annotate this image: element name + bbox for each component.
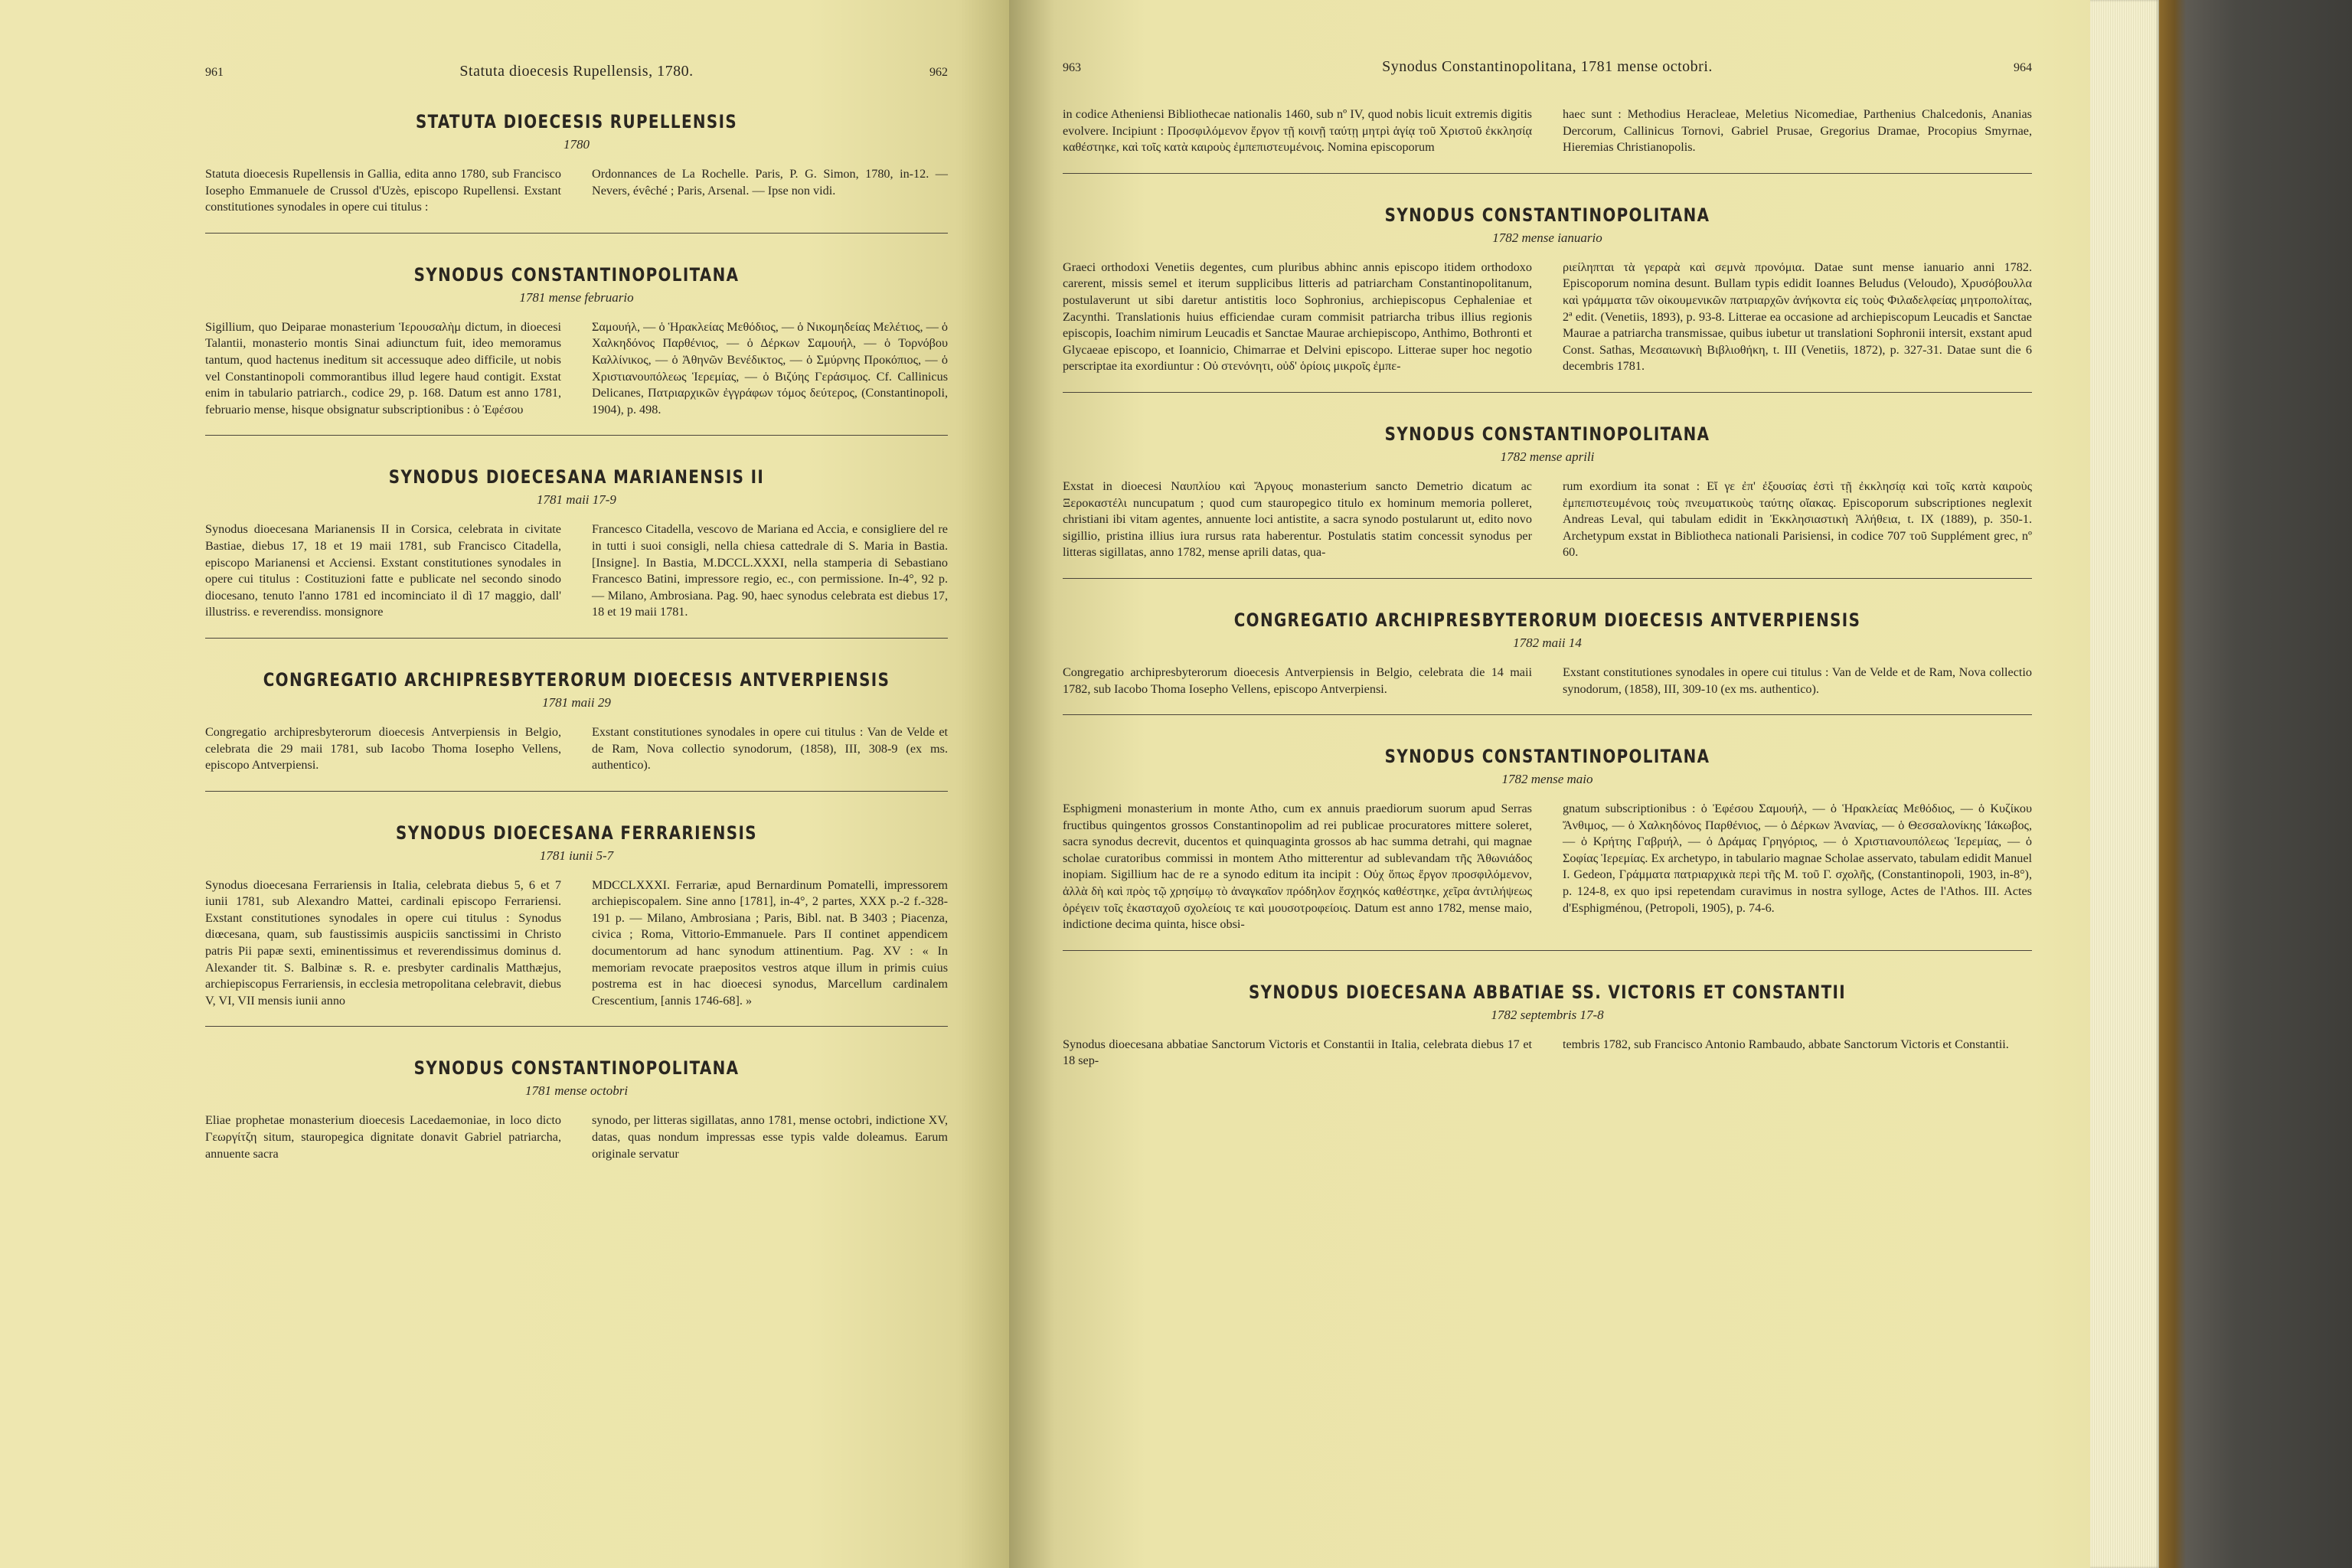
text-column: MDCCLXXXI. Ferrariæ, apud Bernardinum Pomatelli, impressorem archiepiscopalem. Sine anno [1781], in-4°, 2 partes, XXX p.-2 f.-328-191 p. — Milano, Ambrosiana ; Paris, Bibl. nat. B 3403 ; Piacenza, civica ; Roma, Vittorio-Emmanuele. Pars II continet appendicem documentorum ad hanc synodum attinentium. Pag. XV : « In memoriam revocate praepositos vestros atque illum in primis cuius postrema est in hac dioecesi synodus, Marcellum cardinalem Crescentium, [annis 1746-68]. » xyxy=(592,877,948,1008)
section-date: 1781 maii 29 xyxy=(542,694,611,710)
section-divider xyxy=(1063,392,2032,393)
text-column: Sigillium, quo Deiparae monasterium Ἱερουσαλὴμ dictum, in dioecesi Talantii, monasterio montis Sinai adiunctum fuit, ideo memoramus tantum, quod hactenus ineditum sit accessuque adeo difficile, ut nobis vel Constantinopoli commorantibus illud legere haud contigit. Exstat enim in tabulario patriarch., codice 29, p. 168. Datum est anno 1781, februario mense, hisque obsignatur subscriptionibus : ὁ Ἐφέσου xyxy=(205,319,561,416)
section-title: SYNODUS CONSTANTINOPOLITANA xyxy=(1384,746,1710,768)
section-title: SYNODUS DIOECESANA ABBATIAE SS. VICTORIS ET CONSTANTII xyxy=(1248,981,1847,1003)
running-title: Statuta dioecesis Rupellensis, 1780. xyxy=(459,63,694,80)
section-title: SYNODUS CONSTANTINOPOLITANA xyxy=(1384,204,1710,226)
left-page xyxy=(0,0,1009,1568)
text-column: rum exordium ita sonat : Εἴ γε ἐπ' ἐξουσίας ἐστὶ τῇ ἐκκλησίᾳ καὶ τοῖς κατὰ καιροὺς ἐμπεπιστευμένοις τοὺς πνευματικοὺς ταύτης οἴακας. Episcoporum subscriptiones neglexit Andreas Leval, qui tabulam edidit in Ἐκκλησιαστικὴ Ἀλήθεια, t. IX (1889), p. 350-1. Archetypum exstat in Bibliotheca nationali Parisiensi, in codice 707 τοῦ Supplément grec, nº 60. xyxy=(1563,479,2032,560)
section-title: SYNODUS CONSTANTINOPOLITANA xyxy=(413,1057,740,1080)
text-column: Exstant constitutiones synodales in opere cui titulus : Van de Velde et de Ram, Nova collectio synodorum, (1858), III, 309-10 (ex ms. authentico). xyxy=(1563,665,2032,696)
section-date: 1781 mense februario xyxy=(519,289,634,305)
book-cover xyxy=(2159,0,2352,1568)
section-divider xyxy=(1063,578,2032,579)
text-column: Synodus dioecesana Marianensis II in Corsica, celebrata in civitate Bastiae, diebus 17, 18 et 19 maii 1781, sub Francisco Citadella, episcopo Marianensi et Acciensi. Exstant constitutiones synodales in opere cui titulus : Costituzioni fatte e publicate nel secondo sinodo diocesano, tenuto l'anno 1781 ed incominciato il dì 17 maggio, dall' illustriss. e reverendiss. monsignore xyxy=(205,522,561,619)
text-column: Francesco Citadella, vescovo de Mariana ed Accia, e consigliere del re in tutti i suoi consigli, nella chiesa cattedrale di S. Maria in Bastia. [Insigne]. In Bastia, M.DCCL.XXXI, nella stamperia di Sebastiano Francesco Batini, impressore regio, ec., con permissione. In-4°, 92 p. — Milano, Ambrosiana. Pag. 90, haec synodus celebrata est diebus 17, 18 et 19 maii 1781. xyxy=(592,522,948,619)
section-date: 1781 mense octobri xyxy=(524,1083,629,1099)
text-column: ριείληπται τὰ γεραρὰ καὶ σεμνὰ προνόμια. Datae sunt mense ianuario anni 1782. Episcoporum nomina desunt. Bullam typis edidit Ioannes Beludus (Veloudo), Χρυσόβουλλα καὶ γράμματα τῶν οἰκουμενικῶν πατριαρχῶν ἀνήκοντα εἰς τοὺς Φιλαδελφείας μητροπολίτας, 2ª edit. (Venetiis, 1893), p. 93-8. Litterae ea occasione ad archiepiscopum Leucadis et Sanctae Maurae a patriarcha transmissae, quibus iubetur ut translationi Sophronii intersit, exstant apud Const. Sathas, Μεσαιωνικὴ Βιβλιοθήκη, t. III (Venetiis, 1872), p. 327-31. Datae sunt die 6 decembris 1781. xyxy=(1563,260,2032,374)
section-divider xyxy=(205,233,948,234)
text-column: in codice Atheniensi Bibliothecae nationalis 1460, sub nº IV, quod nobis licuit extremis digitis evolvere. Incipiunt : Προσφιλόμενον ἔργον τῇ κοινῇ ταύτῃ μητρὶ ἁγίᾳ τοῦ Χριστοῦ ἐκκλησίᾳ καθέστηκε, καὶ τοῖς κατὰ καιροὺς ἐμπεπιστευμένοις. Nomina episcoporum xyxy=(1063,107,1532,155)
section xyxy=(205,111,948,234)
section xyxy=(1063,982,2032,1070)
section-divider xyxy=(1063,714,2032,715)
text-column: Synodus dioecesana Ferrariensis in Italia, celebrata diebus 5, 6 et 7 iunii 1781, sub Alexandro Mattei, cardinali episcopo Ferrariensi. Exstant constitutiones synodales in opere cui titulus : Synodus diœcesana, quam, sub faustissimis auspiciis sanctissimi in Christo patris Pii papæ sexti, eminentissimus et reverendissimus dominus d. Alexander tit. S. Balbinæ s. R. e. presbyter cardinalis Matthæjus, archiepiscopus Ferrariensis, in ecclesia metropolitana celebravit, diebus V, VI, VII mensis iunii anno xyxy=(205,877,561,1008)
section-date: 1780 xyxy=(564,137,590,152)
section xyxy=(1063,609,2032,715)
text-column: Exstant constitutiones synodales in opere cui titulus : Van de Velde et de Ram, Nova collectio synodorum, (1858), III, 308-9 (ex ms. authentico). xyxy=(592,724,948,773)
text-column: Congregatio archipresbyterorum dioecesis Antverpiensis in Belgio, celebrata die 29 maii 1781, sub Iacobo Thoma Iosepho Vellens, episcopo Antverpiensi. xyxy=(205,724,561,773)
section-date: 1781 iunii 5-7 xyxy=(539,848,614,863)
text-column: Exstat in dioecesi Ναυπλίου καὶ Ἄργους monasterium sancto Demetrio dicatum ac Ξεροκαστέλι nuncupatum ; quod cum stauropegico titulo ex hominum memoria polleret, christiani ibi vitam agentes, annuente loci antistite, a sacra synodo postularunt ut, edito novo sigillio, pristina illius iura rursus rata haberentur. Postulatis statim concessit synodus per litteras sigillatas, anno 1782, mense aprili datas, qua- xyxy=(1063,479,1532,560)
section xyxy=(1063,746,2032,951)
text-column: synodo, per litteras sigillatas, anno 1781, mense octobri, indictione XV, datas, quas nondum impressas esse typis valde doleamus. Earum originale servatur xyxy=(592,1113,948,1161)
text-column: haec sunt : Methodius Heracleae, Meletius Nicomediae, Parthenius Chalcedonis, Ananias Dercorum, Callinicus Tornovi, Gabriel Prusae, Gregorius Dramae, Procopius Smyrnae, Hieremias Christianopolis. xyxy=(1563,107,2032,155)
text-column: tembris 1782, sub Francisco Antonio Rambaudo, abbate Sanctorum Victoris et Constantii. xyxy=(1563,1037,2009,1051)
page-number: 962 xyxy=(929,66,948,79)
section xyxy=(1063,423,2032,579)
section xyxy=(1063,204,2032,393)
text-column: Synodus dioecesana abbatiae Sanctorum Victoris et Constantii in Italia, celebrata diebus 17 et 18 sep- xyxy=(1063,1037,1532,1068)
page-edges xyxy=(2090,0,2159,1568)
text-column: Statuta dioecesis Rupellensis in Gallia, edita anno 1780, sub Francisco Iosepho Emmanuele de Crussol d'Uzès, episcopo Rupellensi. Exstant constitutiones synodales in opere cui titulus : xyxy=(205,167,561,214)
section-title: SYNODUS DIOECESANA FERRARIENSIS xyxy=(396,822,757,844)
section-divider xyxy=(205,1026,948,1027)
text-column: Congregatio archipresbyterorum dioecesis Antverpiensis in Belgio, celebrata die 14 maii 1782, sub Iacobo Thoma Iosepho Vellens, episcopo Antverpiensi. xyxy=(1063,665,1532,696)
section xyxy=(205,669,948,792)
section xyxy=(205,822,948,1027)
text-column: Esphigmeni monasterium in monte Atho, cum ex annuis praediorum suorum apud Serras fructibus quingentos grossos Constantinopolim ad rei publicae procuratores mittere soleret, sacra synodus decrevit, ducentos et quinquaginta grossos ab hac summa detrahi, qui magnae scholae curatoribus commissi in montem Atho mitterentur ad sublevandam τῆς Ἀθωνιάδος inopiam. Sigillium hac de re a synodo editum ita incipit : Οὐχ ὅπως ἔργον προσφιλόμενον, ἀλλὰ δὴ καὶ πρὸς τῷ χρησίμῳ τὸ ἀναγκαῖον πρόδηλον ἔσχηκός καθέστηκε, χεῖρα ἀντιλήψεως ὀρέγειν τοῖς ἑκασταχοῦ σχολείοις τε καὶ μουσοτροφείοις. Datum est anno 1782, mense maio, indictione decima quinta, hisce obsi- xyxy=(1063,802,1532,932)
section-date: 1782 mense ianuario xyxy=(1492,230,1602,245)
section-title: CONGREGATIO ARCHIPRESBYTERORUM DIOECESIS ANTVERPIENSIS xyxy=(1233,609,1861,631)
section-date: 1782 septembris 17-8 xyxy=(1491,1007,1604,1022)
section-title: STATUTA DIOECESIS RUPELLENSIS xyxy=(415,111,738,132)
text-column: Ordonnances de La Rochelle. Paris, P. G. Simon, 1780, in-12. — Nevers, évêché ; Paris, Arsenal. — Ipse non vidi. xyxy=(592,167,948,198)
right-page xyxy=(1009,0,2147,1568)
right-page-header xyxy=(1063,58,2032,76)
section-title: SYNODUS CONSTANTINOPOLITANA xyxy=(1384,423,1710,445)
section-date: 1781 maii 17-9 xyxy=(537,492,616,508)
section-title: CONGREGATIO ARCHIPRESBYTERORUM DIOECESIS ANTVERPIENSIS xyxy=(263,668,890,691)
section-date: 1782 maii 14 xyxy=(1513,635,1582,650)
text-column: Eliae prophetae monasterium dioecesis Lacedaemoniae, in loco dicto Γεωργίτζη situm, stauropegica dignitate donavit Gabriel patriarcha, annuente sacra xyxy=(205,1113,561,1161)
section xyxy=(205,264,948,436)
section-divider xyxy=(205,791,948,792)
section-divider xyxy=(205,435,948,436)
running-title: Synodus Constantinopolitana, 1781 mense octobri. xyxy=(1382,58,1713,75)
section-divider xyxy=(1063,950,2032,951)
section-title: SYNODUS CONSTANTINOPOLITANA xyxy=(413,263,740,286)
section-divider xyxy=(1063,173,2032,174)
page-number: 964 xyxy=(2014,61,2032,74)
page-number: 963 xyxy=(1063,61,1081,74)
section-date: 1782 mense maio xyxy=(1501,772,1593,787)
section-date: 1782 mense aprili xyxy=(1500,449,1595,464)
text-column: Σαμουήλ, — ὁ Ἡρακλείας Μεθόδιος, — ὁ Νικομηδείας Μελέτιος, — ὁ Χαλκηδόνος Παρθένιος, — ὁ Δέρκων Σαμουήλ, — ὁ Τορνόβου Καλλίνικος, — ὁ Ἀθηνῶν Βενέδικτος, — ὁ Σμύρνης Προκόπιος, — ὁ Χριστιανουπόλεως Ἱερεμίας, — ὁ Βιζύης Γεράσιμος. Cf. Callinicus Delicanes, Πατριαρχικῶν ἐγγράφων τόμος δεύτερος, (Constantinopoli, 1904), p. 498. xyxy=(592,319,948,416)
text-column: gnatum subscriptionibus : ὁ Ἐφέσου Σαμουήλ, — ὁ Ἡρακλείας Μεθόδιος, — ὁ Κυζίκου Ἄνθιμος, — ὁ Χαλκηδόνος Παρθένιος, — ὁ Δέρκων Ἀνανίας, — ὁ Θεσσαλονίκης Ἰάκωβος, — ὁ Κρήτης Γαβριήλ, — ὁ Δράμας Γρηγόριος, — ὁ Χριστιανουπόλεως Ἱερεμίας, — ὁ Σοφίας Ἱερεμίας. Ex archetypo, in tabulario magnae Scholae asservato, tabulam edidit Manuel I. Gedeon, Γράμματα πατριαρχικὰ περὶ τῆς Μ. τοῦ Γ. σχολῆς, (Constantinopoli, 1903, in-8°), p. 124-8, ex quo ipsi repetendam curavimus in nostra sylloge, Actes de l'Athos. III. Actes d'Esphigménou, (Petropoli, 1905), p. 74-6. xyxy=(1563,802,2032,915)
section-title: SYNODUS DIOECESANA MARIANENSIS II xyxy=(388,466,765,488)
section xyxy=(205,466,948,639)
section-divider xyxy=(205,638,948,639)
left-page-header xyxy=(205,63,948,80)
continued-text xyxy=(1063,106,2032,174)
page-number: 961 xyxy=(205,66,224,79)
text-column: Graeci orthodoxi Venetiis degentes, cum pluribus abhinc annis episcopo itidem orthodoxo carerent, missis semel et iterum supplicibus litteris ad patriarcham Constantinopolitanum, postulaverunt ut sibi daretur antistitis loco Sophronius, archiepiscopus Cephaleniae et Zacynthi. Translationis huius efficiendae curam commisit patriarcha tribus illius regionis episcopis, Ioachim nimirum Leucadis et Sanctae Maurae archiepiscopo, Anthimo, Bothronti et Glycaeae episcopo, et Ioannicio, Chimarrae et Delvini episcopo. Litterae super hoc negotio perscriptae ita exordiuntur : Οὐ στενόνητι, οὐδ' ὁρίοις μικροῖς ἐμπε- xyxy=(1063,260,1532,374)
section xyxy=(205,1057,948,1162)
